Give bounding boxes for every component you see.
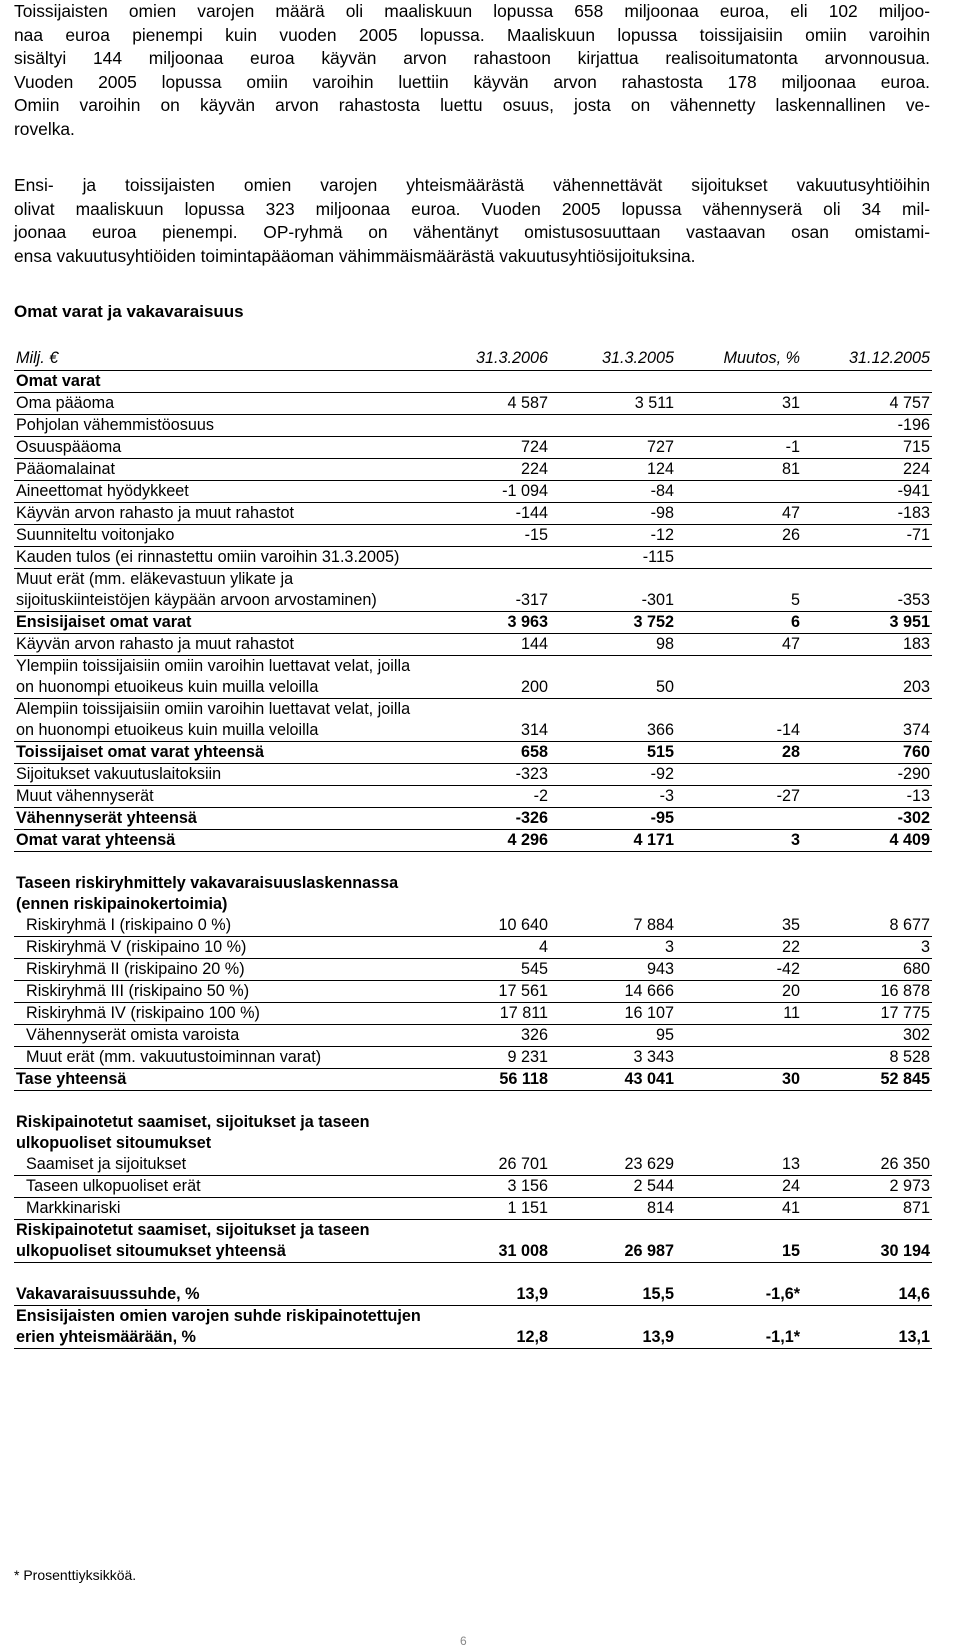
- row-label: Riskiryhmä III (riskipaino 50 %): [14, 981, 424, 1003]
- row-label: Suunniteltu voitonjako: [14, 525, 424, 547]
- cell-value: 23 629: [550, 1154, 676, 1176]
- cell-value: 760: [802, 742, 932, 764]
- cell-value: [676, 852, 802, 874]
- cell-value: 124: [550, 459, 676, 481]
- cell-value: 12,8: [424, 1306, 550, 1349]
- row-label: Vähennyserät omista varoista: [14, 1025, 424, 1047]
- row-label: [14, 852, 424, 874]
- row-label: Aineettomat hyödykkeet: [14, 481, 424, 503]
- row-label: Pohjolan vähemmistöosuus: [14, 415, 424, 437]
- cell-value: 50: [550, 656, 676, 699]
- cell-value: 3: [550, 937, 676, 959]
- cell-value: 715: [802, 437, 932, 459]
- row-label: Käyvän arvon rahasto ja muut rahastot: [14, 634, 424, 656]
- cell-value: -12: [550, 525, 676, 547]
- cell-value: -27: [676, 786, 802, 808]
- cell-value: [676, 371, 802, 393]
- cell-value: [424, 371, 550, 393]
- cell-value: 7 884: [550, 915, 676, 937]
- cell-value: -115: [550, 547, 676, 569]
- row-label: Alempiin toissijaisiin omiin varoihin luettavat velat, joilla on huonompi etuoikeus kuin muilla veloilla: [14, 699, 424, 742]
- cell-value: 727: [550, 437, 676, 459]
- row-label: Taseen ulkopuoliset erät: [14, 1176, 424, 1198]
- cell-value: -196: [802, 415, 932, 437]
- cell-value: 11: [676, 1003, 802, 1025]
- table-row: [14, 1306, 932, 1349]
- row-label: Osuuspääoma: [14, 437, 424, 459]
- section-row: [14, 1112, 932, 1154]
- paragraph-line: ensa vakuutusyhtiöiden toimintapääoman vähimmäismäärästä vakuutusyhtiösijoituksina.: [14, 245, 696, 266]
- deductions-paragraph: [14, 174, 930, 268]
- cell-value: [424, 1112, 550, 1154]
- cell-value: -15: [424, 525, 550, 547]
- cell-value: 2 973: [802, 1176, 932, 1198]
- spacer-row: [14, 1091, 932, 1113]
- table-row: [14, 547, 932, 569]
- cell-value: 224: [424, 459, 550, 481]
- cell-value: 871: [802, 1198, 932, 1220]
- cell-value: [802, 1091, 932, 1113]
- table-row: [14, 981, 932, 1003]
- cell-value: [676, 1025, 802, 1047]
- cell-value: 22: [676, 937, 802, 959]
- cell-value: 144: [424, 634, 550, 656]
- cell-value: -92: [550, 764, 676, 786]
- cell-value: 6: [676, 612, 802, 634]
- cell-value: 943: [550, 959, 676, 981]
- row-label: Käyvän arvon rahasto ja muut rahastot: [14, 503, 424, 525]
- cell-value: 3: [676, 830, 802, 852]
- paragraph-line: sisältyi 144 miljoonaa euroa käyvän arvon rahastoon kirjattua realisoitumatonta arvonnousua.: [14, 48, 930, 69]
- cell-value: [424, 415, 550, 437]
- cell-value: 98: [550, 634, 676, 656]
- cell-value: 26: [676, 525, 802, 547]
- cell-value: [676, 764, 802, 786]
- cell-value: 1 151: [424, 1198, 550, 1220]
- cell-value: 366: [550, 699, 676, 742]
- cell-value: 17 775: [802, 1003, 932, 1025]
- table-row: [14, 1025, 932, 1047]
- row-label: Vähennyserät yhteensä: [14, 808, 424, 830]
- cell-value: -1 094: [424, 481, 550, 503]
- table-row: [14, 612, 932, 634]
- footnote: * Prosenttiyksikköä.: [14, 1567, 137, 1583]
- cell-value: 314: [424, 699, 550, 742]
- page-number: 6: [460, 1634, 467, 1648]
- row-label: Vakavaraisuussuhde, %: [14, 1284, 424, 1306]
- cell-value: 52 845: [802, 1069, 932, 1091]
- cell-value: 4 587: [424, 393, 550, 415]
- cell-value: -14: [676, 699, 802, 742]
- cell-value: -1,1*: [676, 1306, 802, 1349]
- cell-value: 3 156: [424, 1176, 550, 1198]
- cell-value: -84: [550, 481, 676, 503]
- paragraph-line: joonaa euroa pienempi. OP-ryhmä on vähentänyt omistusosuuttaan vastaavan osan omistami-: [14, 222, 930, 243]
- cell-value: -1: [676, 437, 802, 459]
- table-row: [14, 656, 932, 699]
- table-row: [14, 1198, 932, 1220]
- cell-value: [802, 1112, 932, 1154]
- cell-value: [802, 547, 932, 569]
- cell-value: 43 041: [550, 1069, 676, 1091]
- cell-value: [424, 1091, 550, 1113]
- cell-value: [802, 1263, 932, 1285]
- cell-value: [424, 873, 550, 915]
- cell-value: 41: [676, 1198, 802, 1220]
- cell-value: 4 757: [802, 393, 932, 415]
- cell-value: [676, 656, 802, 699]
- cell-value: [424, 547, 550, 569]
- row-label: Ensisijaisten omien varojen suhde riskipainotettujen erien yhteismäärään, %: [14, 1306, 424, 1349]
- paragraph-line: Vuoden 2005 lopussa omiin varoihin luettiin käyvän arvon rahastosta 178 miljoonaa euroa.: [14, 71, 930, 92]
- row-label: Tase yhteensä: [14, 1069, 424, 1091]
- cell-value: 545: [424, 959, 550, 981]
- row-label: Kauden tulos (ei rinnastettu omiin varoihin 31.3.2005): [14, 547, 424, 569]
- section-row: [14, 371, 932, 393]
- cell-value: 47: [676, 503, 802, 525]
- table-header-row: [14, 348, 932, 371]
- row-label: Riskipainotetut saamiset, sijoitukset ja taseen ulkopuoliset sitoumukset yhteensä: [14, 1220, 424, 1263]
- cell-value: 3 511: [550, 393, 676, 415]
- cell-value: 4 409: [802, 830, 932, 852]
- cell-value: [802, 852, 932, 874]
- row-label: Saamiset ja sijoitukset: [14, 1154, 424, 1176]
- cell-value: 224: [802, 459, 932, 481]
- cell-value: 13: [676, 1154, 802, 1176]
- table-row: [14, 959, 932, 981]
- row-label: Sijoitukset vakuutuslaitoksiin: [14, 764, 424, 786]
- cell-value: -13: [802, 786, 932, 808]
- cell-value: 3 963: [424, 612, 550, 634]
- cell-value: [676, 481, 802, 503]
- table-row: [14, 1284, 932, 1306]
- cell-value: 31: [676, 393, 802, 415]
- header-col-2005: 31.3.2005: [550, 348, 676, 371]
- spacer-row: [14, 1263, 932, 1285]
- cell-value: [676, 415, 802, 437]
- row-label: Taseen riskiryhmittely vakavaraisuuslaskennassa (ennen riskipainokertoimia): [16, 874, 399, 913]
- intro-paragraph: [14, 0, 930, 142]
- cell-value: 17 811: [424, 1003, 550, 1025]
- cell-value: 203: [802, 656, 932, 699]
- cell-value: 56 118: [424, 1069, 550, 1091]
- cell-value: [550, 852, 676, 874]
- cell-value: 26 350: [802, 1154, 932, 1176]
- cell-value: -353: [802, 569, 932, 612]
- row-label: Riskiryhmä II (riskipaino 20 %): [14, 959, 424, 981]
- cell-value: 14,6: [802, 1284, 932, 1306]
- cell-value: 47: [676, 634, 802, 656]
- cell-value: 724: [424, 437, 550, 459]
- cell-value: 15,5: [550, 1284, 676, 1306]
- row-label: [14, 1263, 424, 1285]
- cell-value: -71: [802, 525, 932, 547]
- cell-value: 26 701: [424, 1154, 550, 1176]
- cell-value: -1,6*: [676, 1284, 802, 1306]
- row-label: Ylempiin toissijaisiin omiin varoihin luettavat velat, joilla on huonompi etuoikeus kuin muilla veloilla: [14, 656, 424, 699]
- table-row: [14, 437, 932, 459]
- cell-value: 35: [676, 915, 802, 937]
- section-row: [14, 873, 932, 915]
- cell-value: [676, 1091, 802, 1113]
- header-col-change: Muutos, %: [676, 348, 802, 371]
- cell-value: 20: [676, 981, 802, 1003]
- cell-value: 814: [550, 1198, 676, 1220]
- row-label: Pääomalainat: [14, 459, 424, 481]
- table-row: [14, 830, 932, 852]
- table-row: [14, 415, 932, 437]
- cell-value: -302: [802, 808, 932, 830]
- table-row: [14, 915, 932, 937]
- row-label: Riskiryhmä I (riskipaino 0 %): [14, 915, 424, 937]
- cell-value: -317: [424, 569, 550, 612]
- table-row: [14, 937, 932, 959]
- cell-value: 515: [550, 742, 676, 764]
- cell-value: 13,9: [424, 1284, 550, 1306]
- cell-value: -323: [424, 764, 550, 786]
- cell-value: [676, 1263, 802, 1285]
- cell-value: 13,9: [550, 1306, 676, 1349]
- section-heading: Omat varat ja vakavaraisuus: [14, 302, 244, 321]
- cell-value: -3: [550, 786, 676, 808]
- cell-value: [424, 852, 550, 874]
- row-label: Muut vähennyserät: [14, 786, 424, 808]
- header-unit: Milj. €: [14, 348, 424, 371]
- table-row: [14, 634, 932, 656]
- cell-value: 3 951: [802, 612, 932, 634]
- cell-value: [676, 1112, 802, 1154]
- cell-value: -42: [676, 959, 802, 981]
- paragraph-line: olivat maaliskuun lopussa 323 miljoonaa euroa. Vuoden 2005 lopussa vähennyserä oli 34 mil-: [14, 198, 930, 219]
- row-label: Riskiryhmä V (riskipaino 10 %): [14, 937, 424, 959]
- cell-value: -95: [550, 808, 676, 830]
- row-label: Toissijaiset omat varat yhteensä: [14, 742, 424, 764]
- cell-value: 30: [676, 1069, 802, 1091]
- cell-value: -326: [424, 808, 550, 830]
- paragraph-line: Toissijaisten omien varojen määrä oli maaliskuun lopussa 658 miljoonaa euroa, eli 102 miljoo-: [14, 1, 930, 21]
- cell-value: [676, 1047, 802, 1069]
- cell-value: 4 296: [424, 830, 550, 852]
- cell-value: 3 343: [550, 1047, 676, 1069]
- cell-value: -941: [802, 481, 932, 503]
- row-label: [14, 1091, 424, 1113]
- header-col-yearend: 31.12.2005: [802, 348, 932, 371]
- paragraph-line: Ensi- ja toissijaisten omien varojen yhteismäärästä vähennettävät sijoitukset vakuutusyhtiöihin: [14, 175, 930, 195]
- cell-value: 4: [424, 937, 550, 959]
- cell-value: 183: [802, 634, 932, 656]
- paragraph-line: Omiin varoihin on käyvän arvon rahastosta luettu osuus, josta on vähennetty laskennallinen ve-: [14, 95, 930, 116]
- cell-value: [550, 1091, 676, 1113]
- cell-value: [676, 808, 802, 830]
- cell-value: [676, 547, 802, 569]
- cell-value: 95: [550, 1025, 676, 1047]
- cell-value: 2 544: [550, 1176, 676, 1198]
- cell-value: [550, 415, 676, 437]
- table-row: [14, 503, 932, 525]
- cell-value: 9 231: [424, 1047, 550, 1069]
- cell-value: 3 752: [550, 612, 676, 634]
- cell-value: 374: [802, 699, 932, 742]
- table-row: [14, 1003, 932, 1025]
- cell-value: 81: [676, 459, 802, 481]
- cell-value: [550, 371, 676, 393]
- cell-value: 3: [802, 937, 932, 959]
- table-row: [14, 569, 932, 612]
- cell-value: [802, 873, 932, 915]
- row-label: Oma pääoma: [14, 393, 424, 415]
- row-label: Omat varat: [14, 371, 424, 393]
- cell-value: 658: [424, 742, 550, 764]
- cell-value: [424, 1263, 550, 1285]
- row-label: Markkinariski: [14, 1198, 424, 1220]
- paragraph-line: naa euroa pienempi kuin vuoden 2005 lopussa. Maaliskuun lopussa toissijaisiin omiin varoihin: [14, 24, 930, 45]
- table-row: [14, 764, 932, 786]
- cell-value: -144: [424, 503, 550, 525]
- cell-value: 4 171: [550, 830, 676, 852]
- cell-value: 14 666: [550, 981, 676, 1003]
- spacer-row: [14, 852, 932, 874]
- cell-value: 326: [424, 1025, 550, 1047]
- cell-value: 5: [676, 569, 802, 612]
- capital-adequacy-table: [14, 348, 932, 1349]
- cell-value: [802, 371, 932, 393]
- cell-value: 17 561: [424, 981, 550, 1003]
- cell-value: 26 987: [550, 1220, 676, 1263]
- header-col-2006: 31.3.2006: [424, 348, 550, 371]
- cell-value: -98: [550, 503, 676, 525]
- table-row: [14, 1154, 932, 1176]
- row-label: Riskipainotetut saamiset, sijoitukset ja taseen ulkopuoliset sitoumukset: [16, 1113, 370, 1152]
- table-row: [14, 808, 932, 830]
- table-row: [14, 481, 932, 503]
- cell-value: 28: [676, 742, 802, 764]
- table-row: [14, 699, 932, 742]
- cell-value: -183: [802, 503, 932, 525]
- cell-value: 200: [424, 656, 550, 699]
- cell-value: 15: [676, 1220, 802, 1263]
- cell-value: 24: [676, 1176, 802, 1198]
- cell-value: 30 194: [802, 1220, 932, 1263]
- row-label: Ensisijaiset omat varat: [14, 612, 424, 634]
- cell-value: 16 878: [802, 981, 932, 1003]
- table-row: [14, 1220, 932, 1263]
- cell-value: 10 640: [424, 915, 550, 937]
- cell-value: 8 528: [802, 1047, 932, 1069]
- cell-value: [550, 1263, 676, 1285]
- cell-value: [550, 873, 676, 915]
- cell-value: -290: [802, 764, 932, 786]
- table-row: [14, 459, 932, 481]
- row-label: Omat varat yhteensä: [14, 830, 424, 852]
- cell-value: 302: [802, 1025, 932, 1047]
- cell-value: 13,1: [802, 1306, 932, 1349]
- row-label: Muut erät (mm. eläkevastuun ylikate ja sijoituskiinteistöjen käypään arvoon arvostaminen): [14, 569, 424, 612]
- cell-value: -2: [424, 786, 550, 808]
- paragraph-line: rovelka.: [14, 118, 75, 139]
- table-row: [14, 786, 932, 808]
- table-row: [14, 1047, 932, 1069]
- table-row: [14, 525, 932, 547]
- row-label: Riskiryhmä IV (riskipaino 100 %): [14, 1003, 424, 1025]
- table-row: [14, 393, 932, 415]
- cell-value: [550, 1112, 676, 1154]
- table-row: [14, 1176, 932, 1198]
- cell-value: -301: [550, 569, 676, 612]
- cell-value: 16 107: [550, 1003, 676, 1025]
- cell-value: 8 677: [802, 915, 932, 937]
- table-row: [14, 1069, 932, 1091]
- cell-value: [676, 873, 802, 915]
- row-label: Muut erät (mm. vakuutustoiminnan varat): [14, 1047, 424, 1069]
- cell-value: 680: [802, 959, 932, 981]
- table-row: [14, 742, 932, 764]
- cell-value: 31 008: [424, 1220, 550, 1263]
